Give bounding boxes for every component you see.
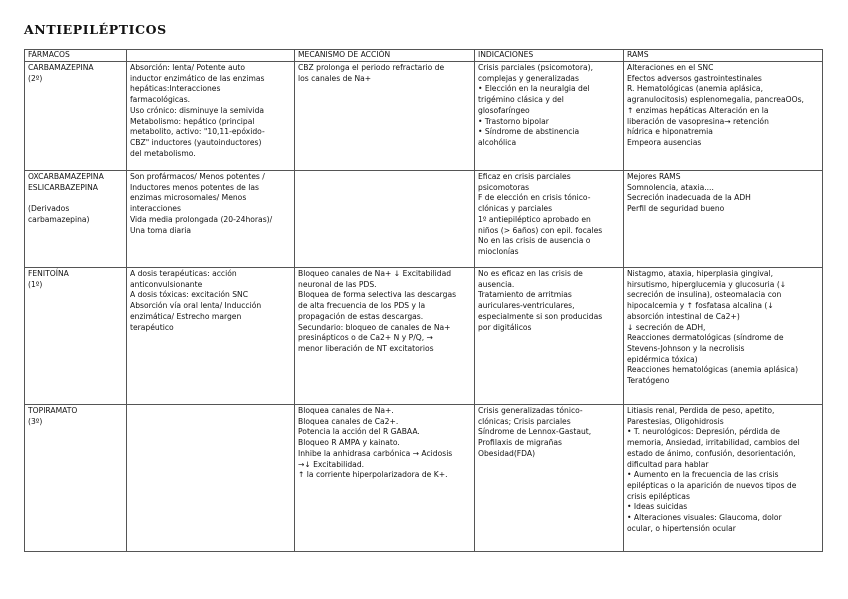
cell-line: Tratamiento de arritmias — [478, 290, 572, 300]
cell-line: Parestesias, Oligohidrosis — [627, 416, 724, 426]
drug-name-cell — [25, 171, 127, 268]
cell-line: Son profármacos/ Menos potentes / — [130, 172, 265, 181]
indications-cell — [475, 62, 624, 171]
cell-line: • Aumento en la frecuencia de las crisis — [627, 470, 779, 480]
cell-line: →↓ Excitabilidad. — [298, 459, 365, 469]
header-mecanismo: MECANISMO DE ACCIÓN — [295, 50, 475, 62]
cell-line: especialmente si son producidas — [478, 311, 603, 321]
cell-line: hepáticas:Interacciones — [130, 84, 221, 94]
cell-line: Teratógeno — [627, 376, 670, 386]
cell-line: Obesidad(FDA) — [478, 448, 536, 458]
adverse-effects-cell — [624, 268, 823, 405]
cell-line: enzimática/ Estrecho margen — [130, 311, 242, 321]
drug-name-cell — [25, 405, 127, 552]
cell-line: Metabolismo: hepático (principal — [130, 116, 255, 126]
cell-line: Uso crónico: disminuye la semivida — [130, 105, 265, 115]
cell-line: hipocalcemia y ↑ fosfatasa alcalina (↓ — [627, 301, 774, 311]
cell-line: Potencia la acción del R GABAA. — [298, 427, 420, 437]
cell-line: dificultad para hablar — [627, 459, 709, 469]
cell-line: CBZ" inductores (yautoinductores) — [130, 137, 262, 147]
pharmacokinetics-cell — [127, 62, 295, 171]
cell-line — [28, 193, 123, 204]
cell-line: clónicas y parciales — [478, 204, 553, 214]
cell-line: hirsutismo, hiperglucemia y glucosuria (↓ — [627, 279, 787, 289]
cell-line: presinápticos o de Ca2+ N y P/Q, → — [298, 333, 433, 343]
cell-line: Crisis generalizadas tónico- — [478, 406, 583, 415]
cell-line: TOPIRAMATO — [28, 406, 78, 415]
cell-line: Profilaxis de migrañas — [478, 438, 562, 448]
cell-line: (3º) — [28, 416, 43, 426]
pharmacokinetics-cell — [127, 405, 295, 552]
cell-line: agranulocitosis) esplenomegalia, pancreaOOs, — [627, 95, 804, 105]
cell-line: enzimas microsomales/ Menos — [130, 193, 247, 203]
cell-line: Crisis parciales (psicomotora), — [478, 63, 593, 72]
cell-line: psicomotoras — [478, 182, 530, 192]
pharmacokinetics-cell — [127, 171, 295, 268]
header-empty — [127, 50, 295, 62]
cell-line: Alteraciones en el SNC — [627, 63, 714, 72]
indications-cell — [475, 268, 624, 405]
cell-line: Efectos adversos gastrointestinales — [627, 73, 762, 83]
cell-line: farmacológicas. — [130, 95, 191, 105]
adverse-effects-cell — [624, 171, 823, 268]
cell-line: alcohólica — [478, 137, 517, 147]
cell-line: anticonvulsionante — [130, 279, 203, 289]
cell-line: Inductores menos potentes de las — [130, 182, 259, 192]
cell-line: metabolito, activo: "10,11-epóxido- — [130, 127, 265, 137]
cell-line: auriculares-ventriculares, — [478, 301, 575, 311]
cell-line: epidérmica tóxica) — [627, 354, 698, 364]
cell-line: Secundario: bloqueo de canales de Na+ — [298, 322, 451, 332]
document-title: ANTIEPILÉPTICOS — [24, 22, 167, 37]
cell-line: ↑ enzimas hepáticas Alteración en la — [627, 105, 769, 115]
cell-line: neuronal de las PDS. — [298, 279, 377, 289]
cell-line: Vida media prolongada (20-24horas)/ — [130, 214, 273, 224]
cell-line: Bloquea canales de Na+. — [298, 406, 394, 415]
cell-line: (Derivados — [28, 204, 70, 214]
cell-line: ocular, o hipertensión ocular — [627, 523, 736, 533]
cell-line: los canales de Na+ — [298, 73, 372, 83]
mechanism-cell — [295, 171, 475, 268]
cell-line: Reacciones hematológicas (anemia aplásica) — [627, 365, 799, 375]
cell-line: 1º antiepiléptico aprobado en — [478, 214, 591, 224]
cell-line: CARBAMAZEPINA — [28, 63, 94, 72]
cell-line: Mejores RAMS — [627, 172, 681, 181]
cell-line: • Alteraciones visuales: Glaucoma, dolor — [627, 513, 782, 523]
header-indicaciones: INDICACIONES — [475, 50, 624, 62]
indications-cell — [475, 405, 624, 552]
cell-line: Perfil de seguridad bueno — [627, 204, 725, 214]
cell-line: Empeora ausencias — [627, 137, 702, 147]
table-row — [25, 171, 823, 268]
cell-line: CBZ prolonga el periodo refractario de — [298, 63, 445, 72]
cell-line: niños (> 6años) con epil. focales — [478, 225, 603, 235]
mechanism-cell — [295, 268, 475, 405]
cell-line: hídrica e hiponatremia — [627, 127, 713, 137]
cell-line: secreción de insulina), osteomalacia con — [627, 290, 782, 300]
cell-line: Eficaz en crisis parciales — [478, 172, 571, 181]
cell-line: ESLICARBAZEPINA — [28, 182, 98, 192]
cell-line: (1º) — [28, 279, 43, 289]
header-farmacos: FÁRMACOS — [25, 50, 127, 62]
cell-line: Reacciones dermatológicas (síndrome de — [627, 333, 784, 343]
cell-line: A dosis tóxicas: excitación SNC — [130, 290, 249, 300]
cell-line: FENITOÍNA — [28, 269, 69, 278]
cell-line: terapéutico — [130, 322, 174, 332]
cell-line: Absorción: lenta/ Potente auto — [130, 63, 246, 72]
indications-cell — [475, 171, 624, 268]
cell-line: Somnolencia, ataxia.... — [627, 182, 714, 192]
cell-line: del metabolismo. — [130, 148, 196, 158]
cell-line: Bloqueo canales de Na+ ↓ Excitabilidad — [298, 269, 452, 278]
cell-line: • Ideas suicidas — [627, 502, 688, 512]
cell-line: glosofaríngeo — [478, 105, 530, 115]
cell-line: mioclonías — [478, 246, 519, 256]
cell-line: liberación de vasopresina→ retención — [627, 116, 769, 126]
table-header-row — [25, 50, 823, 62]
cell-line: inductor enzimático de las enzimas — [130, 73, 265, 83]
cell-line: clónicas; Crisis parciales — [478, 416, 571, 426]
cell-line: de alta frecuencia de los PDS y la — [298, 301, 426, 311]
cell-line: absorción intestinal de Ca2+) — [627, 311, 740, 321]
pharmacokinetics-cell — [127, 268, 295, 405]
cell-line: Litiasis renal, Perdida de peso, apetito, — [627, 406, 775, 415]
mechanism-cell — [295, 62, 475, 171]
cell-line: • Síndrome de abstinencia — [478, 127, 580, 137]
cell-line: Stevens-Johnson y la necrolisis — [627, 343, 745, 353]
cell-line: • T. neurológicos: Depresión, pérdida de — [627, 427, 780, 437]
cell-line: • Trastorno bipolar — [478, 116, 549, 126]
cell-line: epilépticas o la aparición de nuevos tipos de — [627, 480, 797, 490]
adverse-effects-cell — [624, 405, 823, 552]
cell-line: A dosis terapéuticas: acción — [130, 269, 237, 278]
adverse-effects-cell — [624, 62, 823, 171]
cell-line: OXCARBAMAZEPINA — [28, 172, 104, 181]
cell-line: trigémino clásica y del — [478, 95, 564, 105]
cell-line: (2º) — [28, 73, 43, 83]
cell-line: Una toma diaria — [130, 225, 191, 235]
cell-line: F de elección en crisis tónico- — [478, 193, 591, 203]
drug-name-cell — [25, 268, 127, 405]
table-row — [25, 405, 823, 552]
drug-table — [24, 49, 823, 552]
cell-line: crisis epilépticas — [627, 491, 690, 501]
cell-line: ausencia. — [478, 279, 515, 289]
cell-line: Síndrome de Lennox-Gastaut, — [478, 427, 592, 437]
cell-line: • Elección en la neuralgia del — [478, 84, 590, 94]
cell-line: ↓ secreción de ADH, — [627, 322, 706, 332]
cell-line: memoria, Ansiedad, irritabilidad, cambios del — [627, 438, 800, 448]
cell-line: Nistagmo, ataxia, hiperplasia gingival, — [627, 269, 774, 278]
header-rams: RAMS — [624, 50, 823, 62]
cell-line: propagación de estas descargas. — [298, 311, 424, 321]
cell-line: complejas y generalizadas — [478, 73, 579, 83]
cell-line: No es eficaz en las crisis de — [478, 269, 583, 278]
table-row — [25, 268, 823, 405]
cell-line: estado de ánimo, confusión, desorientación, — [627, 448, 796, 458]
cell-line: Bloquea de forma selectiva las descargas — [298, 290, 457, 300]
table-row — [25, 62, 823, 171]
drug-name-cell — [25, 62, 127, 171]
cell-line: menor liberación de NT excitatorios — [298, 343, 434, 353]
cell-line: Absorción vía oral lenta/ Inducción — [130, 301, 262, 311]
cell-line: Inhibe la anhidrasa carbónica → Acidosis — [298, 448, 453, 458]
cell-line: No en las crisis de ausencia o — [478, 236, 591, 246]
cell-line: Secreción inadecuada de la ADH — [627, 193, 751, 203]
cell-line: Bloqueo R AMPA y kainato. — [298, 438, 400, 448]
cell-line: por digitálicos — [478, 322, 532, 332]
mechanism-cell — [295, 405, 475, 552]
cell-line: Bloquea canales de Ca2+. — [298, 416, 399, 426]
cell-line: ↑ la corriente hiperpolarizadora de K+. — [298, 470, 448, 480]
cell-line: carbamazepina) — [28, 214, 90, 224]
cell-line: R. Hematológicas (anemia aplásica, — [627, 84, 763, 94]
cell-line: interacciones — [130, 204, 181, 214]
